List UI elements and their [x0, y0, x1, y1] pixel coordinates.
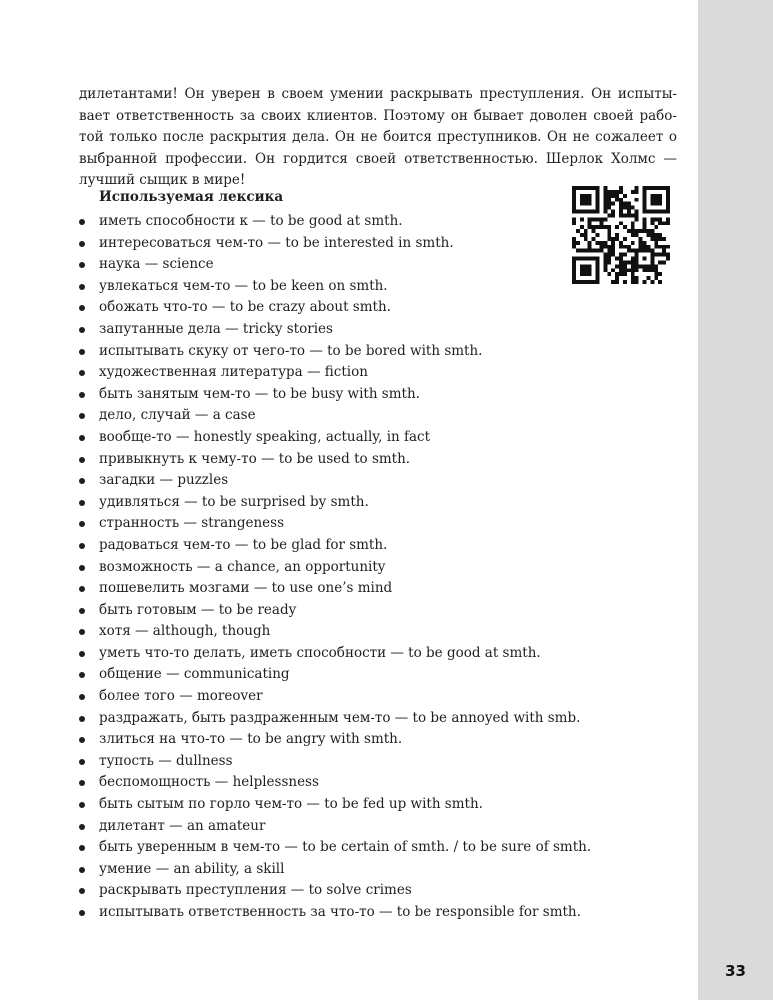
vocab-item [79, 643, 619, 665]
vocab-item-text: загадки — puzzles [99, 472, 229, 489]
vocab-item-text: увлекаться чем-то — to be keen on smth. [99, 277, 388, 294]
bullet-icon [79, 349, 85, 355]
vocab-item [79, 470, 619, 492]
vocab-item-text: вообще-то — honestly speaking, actually, in fact [99, 428, 431, 445]
vocab-item [79, 535, 619, 557]
vocab-item [79, 729, 619, 751]
vocab-item-text: странность — strangeness [99, 515, 285, 532]
bullet-icon [79, 241, 85, 247]
vocab-item [79, 578, 619, 600]
vocab-item-text: раздражать, быть раздраженным чем-то — to be annoyed with smb. [99, 709, 581, 726]
vocab-item-text: быть занятым чем-то — to be busy with smth. [99, 385, 420, 402]
bullet-icon [79, 413, 85, 419]
intro-line: вает ответственность за своих клиентов. Поэтому он бывает доволен своей рабо- [79, 107, 677, 124]
vocab-item [79, 362, 619, 384]
vocab-item [79, 297, 619, 319]
vocab-item [79, 794, 619, 816]
bullet-icon [79, 219, 85, 225]
vocab-item [79, 405, 619, 427]
vocab-list [79, 211, 619, 924]
bullet-icon [79, 629, 85, 635]
vocab-item-text: быть уверенным в чем-то — to be certain of smth. / to be sure of smth. [99, 839, 592, 856]
vocab-item [79, 384, 619, 406]
vocab-item [79, 859, 619, 881]
vocab-item-text: испытывать ответственность за что-то — to be responsible for smth. [99, 904, 581, 920]
vocab-heading: Используемая лексика [99, 189, 284, 205]
vocab-item [79, 600, 619, 622]
bullet-icon [79, 888, 85, 894]
bullet-icon [79, 608, 85, 614]
vocab-item-text: пошевелить мозгами — to use one’s mind [99, 580, 393, 597]
vocab-item-text: общение — communicating [99, 666, 290, 683]
intro-line: выбранной профессии. Он гордится своей ответственностью. Шерлок Холмс — [79, 150, 677, 167]
vocab-item [79, 211, 619, 233]
vocab-item-text: возможность — a chance, an opportunity [99, 558, 386, 575]
vocab-item [79, 319, 619, 341]
bullet-icon [79, 565, 85, 571]
bullet-icon [79, 694, 85, 700]
page-side-band [698, 0, 773, 1000]
bullet-icon [79, 845, 85, 851]
bullet-icon [79, 543, 85, 549]
vocab-item-text: радоваться чем-то — to be glad for smth. [99, 536, 388, 553]
intro-line: лучший сыщик в мире! [79, 172, 246, 188]
bullet-icon [79, 284, 85, 290]
intro-line: той только после раскрытия дела. Он не боится преступников. Он не сожалеет о [79, 129, 677, 145]
bullet-icon [79, 500, 85, 506]
vocab-item-text: умение — an ability, a skill [99, 860, 285, 877]
vocab-item [79, 492, 619, 514]
vocab-item [79, 708, 619, 730]
vocab-item [79, 816, 619, 838]
vocab-item-text: злиться на что-то — to be angry with smth. [99, 731, 403, 748]
bullet-icon [79, 651, 85, 657]
bullet-icon [79, 327, 85, 333]
vocab-item-text: беспомощность — helplessness [99, 774, 319, 791]
vocab-item [79, 449, 619, 471]
vocab-item-text: испытывать скуку от чего-то — to be bored with smth. [99, 342, 483, 359]
bullet-icon [79, 824, 85, 830]
bullet-icon [79, 737, 85, 743]
vocab-item-text: быть сытым по горло чем-то — to be fed up with smth. [99, 796, 483, 813]
vocab-item-text: интересоваться чем-то — to be interested in smth. [99, 234, 454, 251]
vocab-item [79, 341, 619, 363]
vocab-item [79, 880, 619, 902]
vocab-item [79, 837, 619, 859]
bullet-icon [79, 759, 85, 765]
bullet-icon [79, 457, 85, 463]
vocab-item [79, 751, 619, 773]
vocab-item-text: привыкнуть к чему-то — to be used to smth. [99, 450, 411, 467]
bullet-icon [79, 802, 85, 808]
bullet-icon [79, 478, 85, 484]
vocab-item-text: более того — moreover [99, 688, 263, 705]
vocab-item [79, 902, 619, 924]
vocab-item [79, 557, 619, 579]
vocab-item-text: дилетант — an amateur [99, 817, 266, 834]
bullet-icon [79, 672, 85, 678]
vocab-item [79, 664, 619, 686]
vocab-item-text: тупость — dullness [99, 752, 233, 769]
vocab-item [79, 513, 619, 535]
bullet-icon [79, 867, 85, 873]
bullet-icon [79, 305, 85, 311]
bullet-icon [79, 910, 85, 916]
vocab-item-text: удивляться — to be surprised by smth. [99, 493, 369, 510]
qr-code[interactable] [572, 186, 670, 284]
intro-line: дилетантами! Он уверен в своем умении раскрывать преступления. Он испыты- [79, 86, 677, 102]
vocab-item-text: наука — science [99, 256, 214, 273]
bullet-icon [79, 521, 85, 527]
vocab-item [79, 276, 619, 298]
vocab-item-text: дело, случай — a case [99, 407, 256, 424]
bullet-icon [79, 262, 85, 268]
vocab-item [79, 772, 619, 794]
vocab-item-text: раскрывать преступления — to solve crimes [99, 882, 412, 899]
vocab-item [79, 621, 619, 643]
intro-paragraph [79, 84, 677, 192]
vocab-item [79, 233, 619, 255]
bullet-icon [79, 780, 85, 786]
vocab-item-text: художественная литература — fiction [99, 364, 368, 381]
vocab-item-text: уметь что-то делать, иметь способности — to be good at smth. [99, 644, 541, 661]
vocab-item-text: иметь способности к — to be good at smth. [99, 213, 403, 229]
vocab-item-text: запутанные дела — tricky stories [99, 320, 333, 337]
vocab-item [79, 427, 619, 449]
bullet-icon [79, 392, 85, 398]
vocab-item [79, 686, 619, 708]
vocab-item-text: обожать что-то — to be crazy about smth. [99, 299, 391, 316]
bullet-icon [79, 370, 85, 376]
vocab-item-text: быть готовым — to be ready [99, 601, 297, 618]
bullet-icon [79, 435, 85, 441]
vocab-item-text: хотя — although, though [99, 623, 271, 640]
bullet-icon [79, 586, 85, 592]
page-number: 33 [725, 962, 746, 980]
bullet-icon [79, 716, 85, 722]
vocab-item [79, 254, 619, 276]
